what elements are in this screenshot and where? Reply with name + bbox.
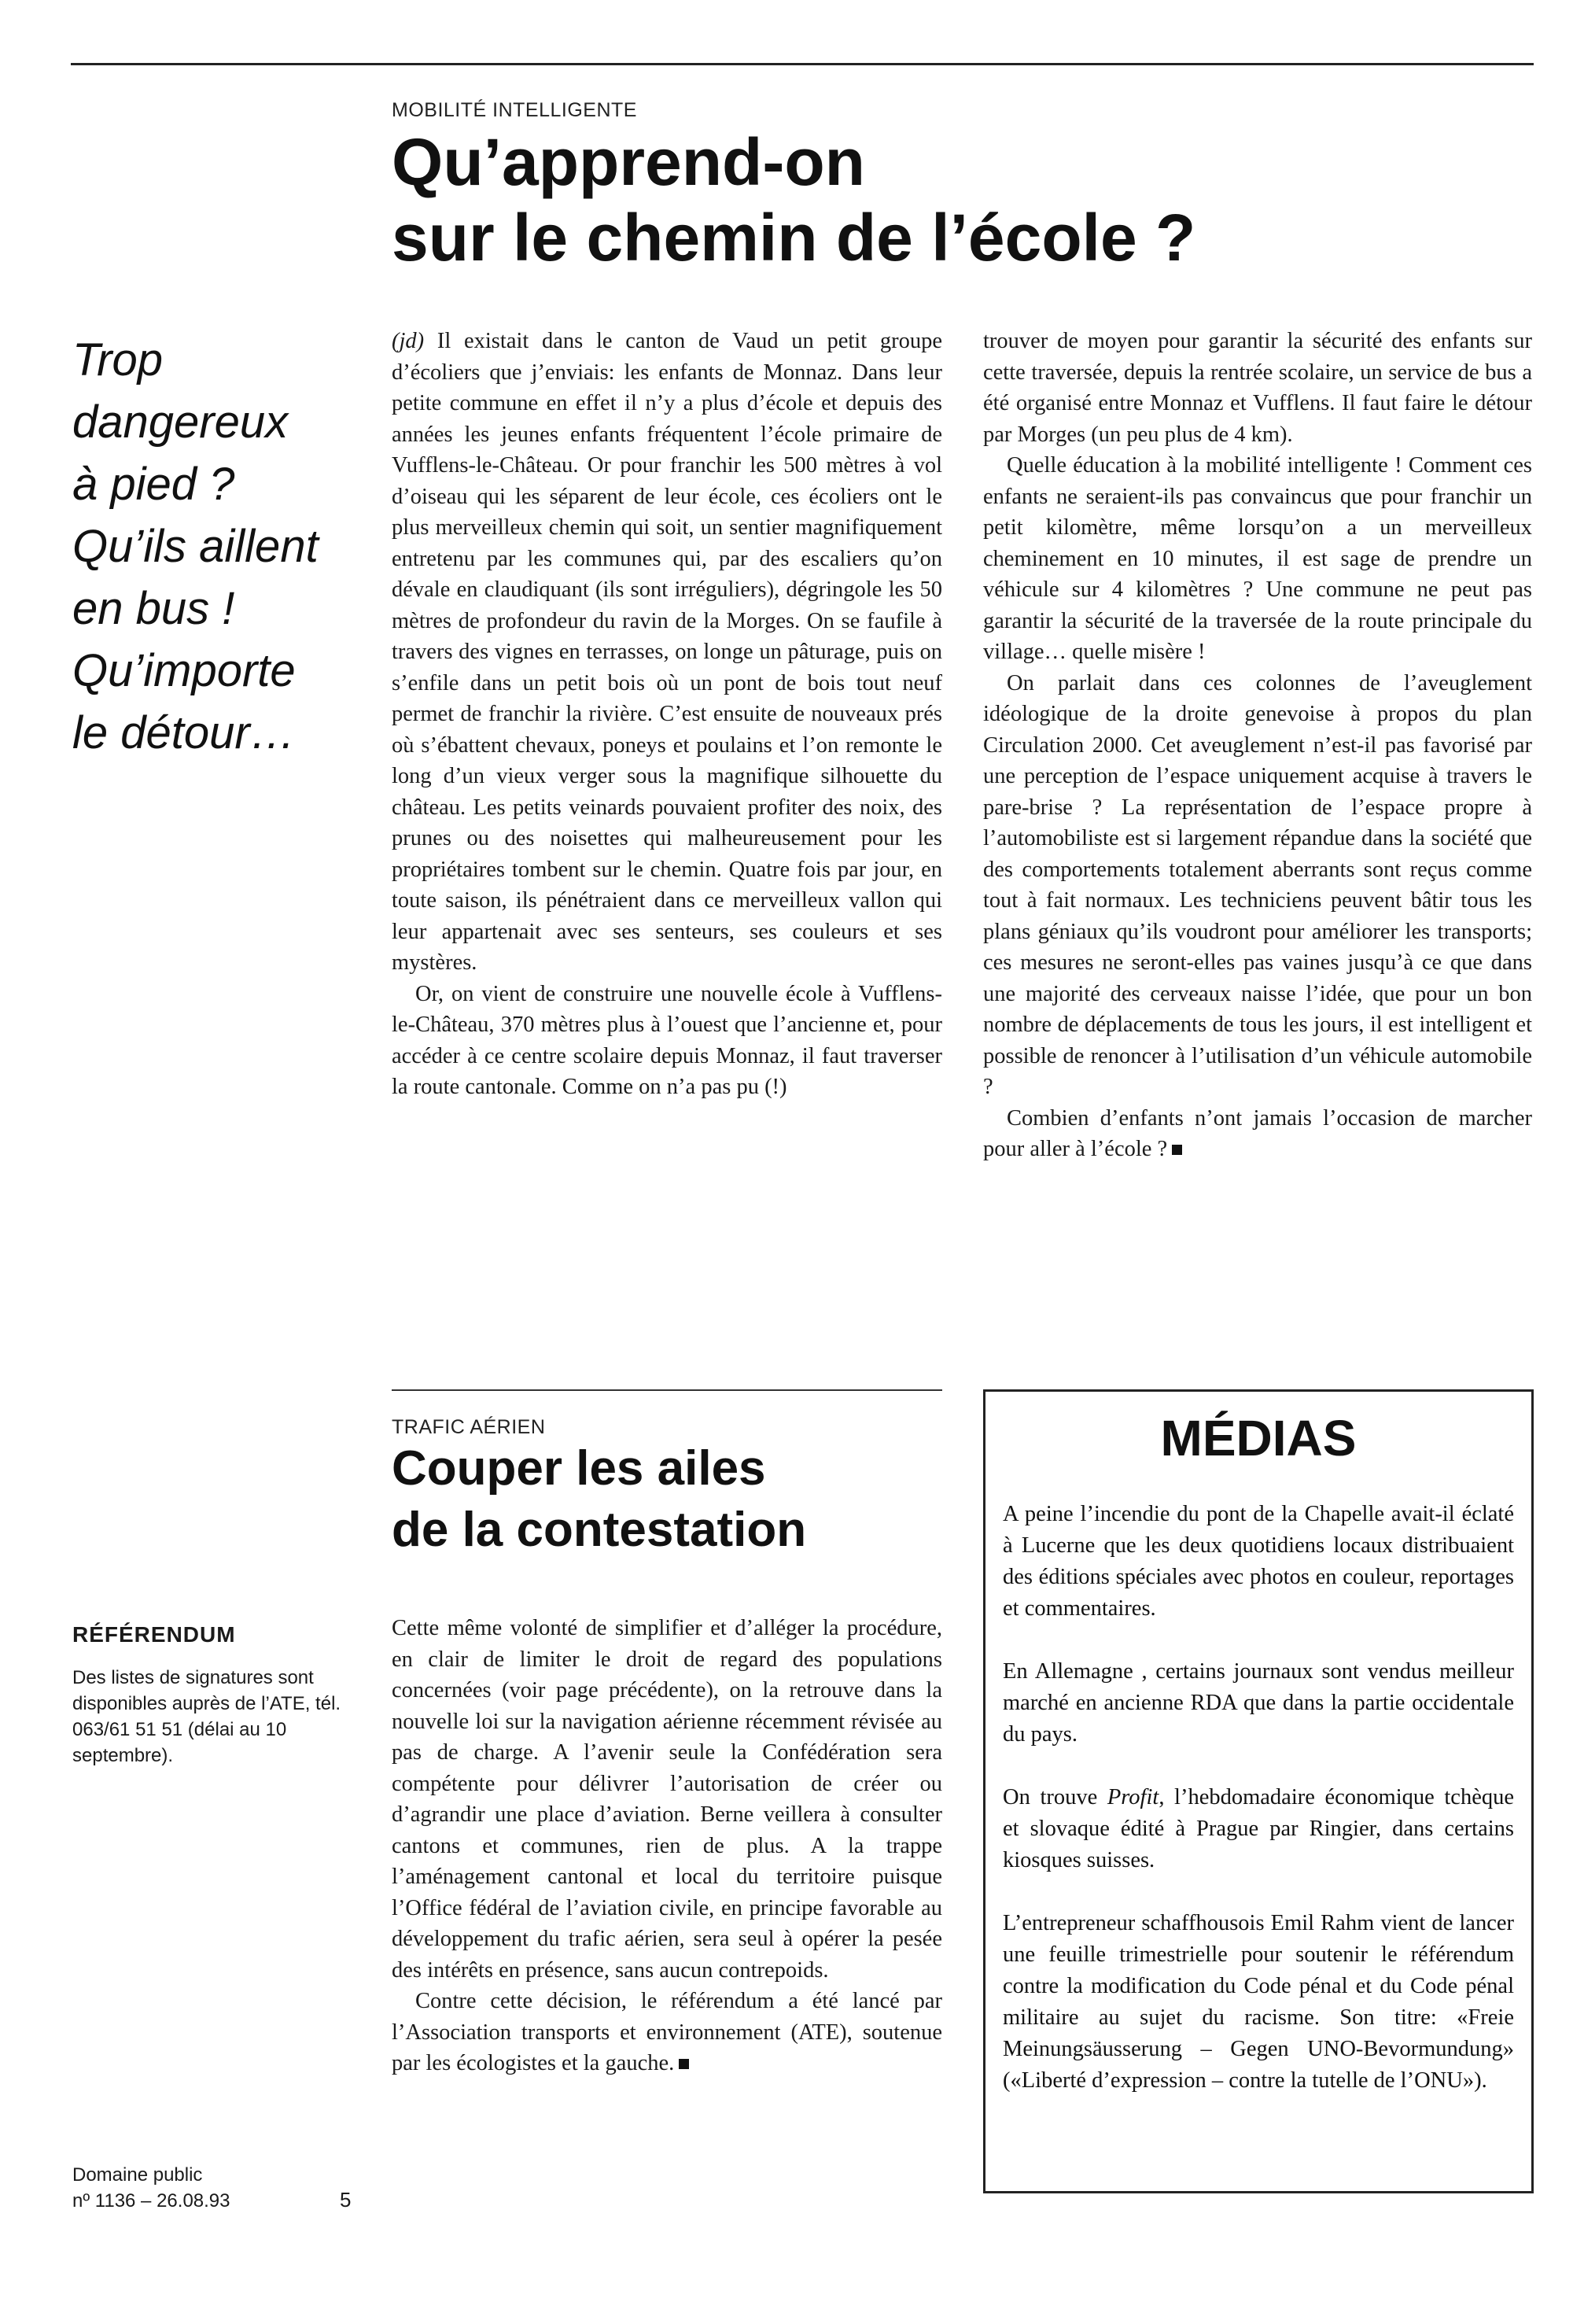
page-number: 5 xyxy=(340,2188,352,2211)
medias-item-text: On trouve xyxy=(1003,1785,1107,1809)
article1-byline: (jd) xyxy=(392,329,425,353)
article1-paragraph: On parlait dans ces colonnes de l’aveuglement idéologique de la droite genevoise à propos du plan Circulation 2000. Cet aveuglement n’est-il pas favorisé par une perception de l’espace uniquement acquise à travers le pare-brise ? La représentation de l’espace propre à l’automobiliste est si largement répandue dans la société que des comportements totalement aberrants sont reçus comme tout à fait normaux. Les techniciens peuvent bâtir tous les plans géniaux qu’ils voudront pour améliorer les transports; ces mesures ne seront-elles pas vaines jusqu’à ce que dans une majorité des cerveaux naisse l’idée, que pour un bon nombre de déplacements de tous les jours, il est intelligent et possible de renoncer à l’utilisation d’un véhicule automobile ? xyxy=(983,670,1532,1099)
referendum-text: Des listes de signatures sont disponibles auprès de l’ATE, tél. 063/61 51 51 (délai au 10 septembre). xyxy=(72,1667,341,1766)
medias-item xyxy=(1003,1782,1514,1876)
article1-lede xyxy=(72,329,355,764)
article2-paragraph xyxy=(392,1986,942,2079)
top-rule xyxy=(71,63,1534,65)
article1-paragraph-text: Combien d’enfants n’ont jamais l’occasion de marcher pour aller à l’école ? xyxy=(983,1105,1532,1161)
medias-title: MÉDIAS xyxy=(1160,1410,1357,1466)
lede-line: à pied ? xyxy=(72,459,235,510)
medias-item-text: , l’hebdomadaire économique tchèque et slovaque édité à Prague par Ringier, dans certains kiosques suisses. xyxy=(1003,1785,1514,1872)
lede-line: en bus ! xyxy=(72,583,235,634)
article1-paragraph xyxy=(392,326,942,979)
article1-headline-line2: sur le chemin de l’école ? xyxy=(392,201,1196,275)
article1-headline xyxy=(392,124,1493,275)
medias-item: L’entrepreneur schaffhousois Emil Rahm vient de lancer une feuille trimestrielle pour soutenir le référendum contre la modification du Code pénal et du Code pénal militaire au sujet du racisme. Son titre: «Freie Meinungsäusserung – Gegen UNO-Bevormundung» («Liberté d’expression – contre la tutelle de l’ONU»). xyxy=(1003,1911,1514,2093)
lede-line: le détour… xyxy=(72,707,296,758)
article1-headline-line1: Qu’apprend-on xyxy=(392,125,865,199)
article1-paragraph xyxy=(983,1103,1532,1165)
footer-publication: Domaine public xyxy=(72,2164,203,2186)
medias-box xyxy=(983,1389,1534,2193)
article2-column xyxy=(392,1613,942,2079)
lede-line: Trop xyxy=(72,334,163,385)
lede-line: Qu’ils aillent xyxy=(72,521,319,572)
article1-paragraph: Quelle éducation à la mobilité intelligente ! Comment ces enfants ne seraient-ils pas convaincus que pour franchir un petit kilomètre, même lorsqu’on a un merveilleux cheminement en 10 minutes, il est sage de prendre un véhicule sur 4 kilomètres ? Une commune ne peut pas garantir la sécurité de la traversée de la route principale du village… quelle misère ! xyxy=(983,453,1532,664)
end-mark-icon xyxy=(679,2059,689,2069)
article1-kicker: MOBILITÉ INTELLIGENTE xyxy=(392,99,637,121)
article1-paragraph-text: Il existait dans le canton de Vaud un petit groupe d’écoliers que j’enviais: les enfants de Monnaz. Dans leur petite commune en effet il n’y a plus d’école et depuis des années les jeunes enfants fréquentent l’école primaire de Vufflens-le-Château. Or pour franchir les 500 mètres à vol d’oiseau qui les séparent de leur école, ces écoliers ont le plus merveilleux chemin qui soit, un sentier magnifiquement entretenu par les communes qui, par des escaliers qu’on dévale en claudiquant (ils sont irréguliers), dégringole les 50 mètres de profondeur du ravin de la Morges. On se faufile à travers des vignes en terrasses, on longe un pâturage, puis on s’enfile dans un petit bois où un pont de bois tout neuf permet de franchir la rivière. C’est ensuite de nouveaux prés où s’ébattent chevaux, poneys et poulains et l’on remonte le long d’un vieux verger sous la magnifique silhouette du château. Les petits veinards pouvaient profiter des noix, des prunes ou des noisettes qui malheureusement pour les propriétaires tombent sur le chemin. Quatre fois par jour, en toute saison, ils pénétraient dans ce merveilleux vallon qui leur appartenait avec ses senteurs, ses couleurs et ses mystères. xyxy=(392,329,942,975)
article2-paragraph-text: Contre cette décision, le référendum a été lancé par l’Association transports et environnement (ATE), soutenue par les écologistes et la gauche. xyxy=(392,1989,942,2075)
section-rule xyxy=(392,1389,942,1391)
article1-paragraph: Or, on vient de construire une nouvelle école à Vufflens-le-Château, 370 mètres plus à l’ouest que l’ancienne et, pour accéder à ce centre scolaire depuis Monnaz, il faut traverser la route cantonale. Comme on n’a pas pu (!) xyxy=(392,981,942,1099)
medias-item: A peine l’incendie du pont de la Chapelle avait-il éclaté à Lucerne que les deux quotidiens locaux distribuaient des éditions spéciales avec photos en couleur, reportages et commentaires. xyxy=(1003,1502,1514,1621)
end-mark-icon xyxy=(1172,1145,1182,1155)
article1-paragraph-continued: trouver de moyen pour garantir la sécurité des enfants sur cette traversée, depuis la rentrée scolaire, un service de bus a été organisé entre Monnaz et Vufflens. Il faut faire le détour par Morges (un peu plus de 4 km). xyxy=(983,329,1532,447)
article2-headline-line1: Couper les ailes xyxy=(392,1441,766,1496)
medias-body xyxy=(1003,1499,1514,2128)
referendum-heading: RÉFÉRENDUM xyxy=(72,1622,236,1647)
lede-line: dangereux xyxy=(72,397,289,448)
lede-line: Qu’importe xyxy=(72,645,296,696)
article2-headline-line2: de la contestation xyxy=(392,1503,807,1557)
medias-item: En Allemagne , certains journaux sont vendus meilleur marché en ancienne RDA que dans la partie occidentale du pays. xyxy=(1003,1659,1514,1747)
footer-issue: nº 1136 – 26.08.93 xyxy=(72,2190,230,2211)
article1-column-2 xyxy=(983,326,1532,1165)
article1-column-1 xyxy=(392,326,942,1103)
medias-item-publication-title: Profit xyxy=(1107,1785,1159,1809)
article2-headline xyxy=(392,1438,942,1561)
article2-paragraph: Cette même volonté de simplifier et d’alléger la procédure, en clair de limiter le droit de regard des populations concernées (voir page précédente), on la retrouve dans la nouvelle loi sur la navigation aérienne récemment révisée au pas de charge. A l’avenir seule la Confédération sera compétente pour délivrer l’autorisation de créer ou d’agrandir une place d’aviation. Berne veillera à consulter cantons et communes, rien de plus. A la trappe l’aménagement cantonal et local du territoire puisque l’Office fédéral de l’aviation civile, en principe favorable au développement du trafic aérien, sera seul à opérer la pesée des intérêts en présence, sans aucun contrepoids. xyxy=(392,1616,942,1983)
article2-kicker: TRAFIC AÉRIEN xyxy=(392,1416,546,1438)
